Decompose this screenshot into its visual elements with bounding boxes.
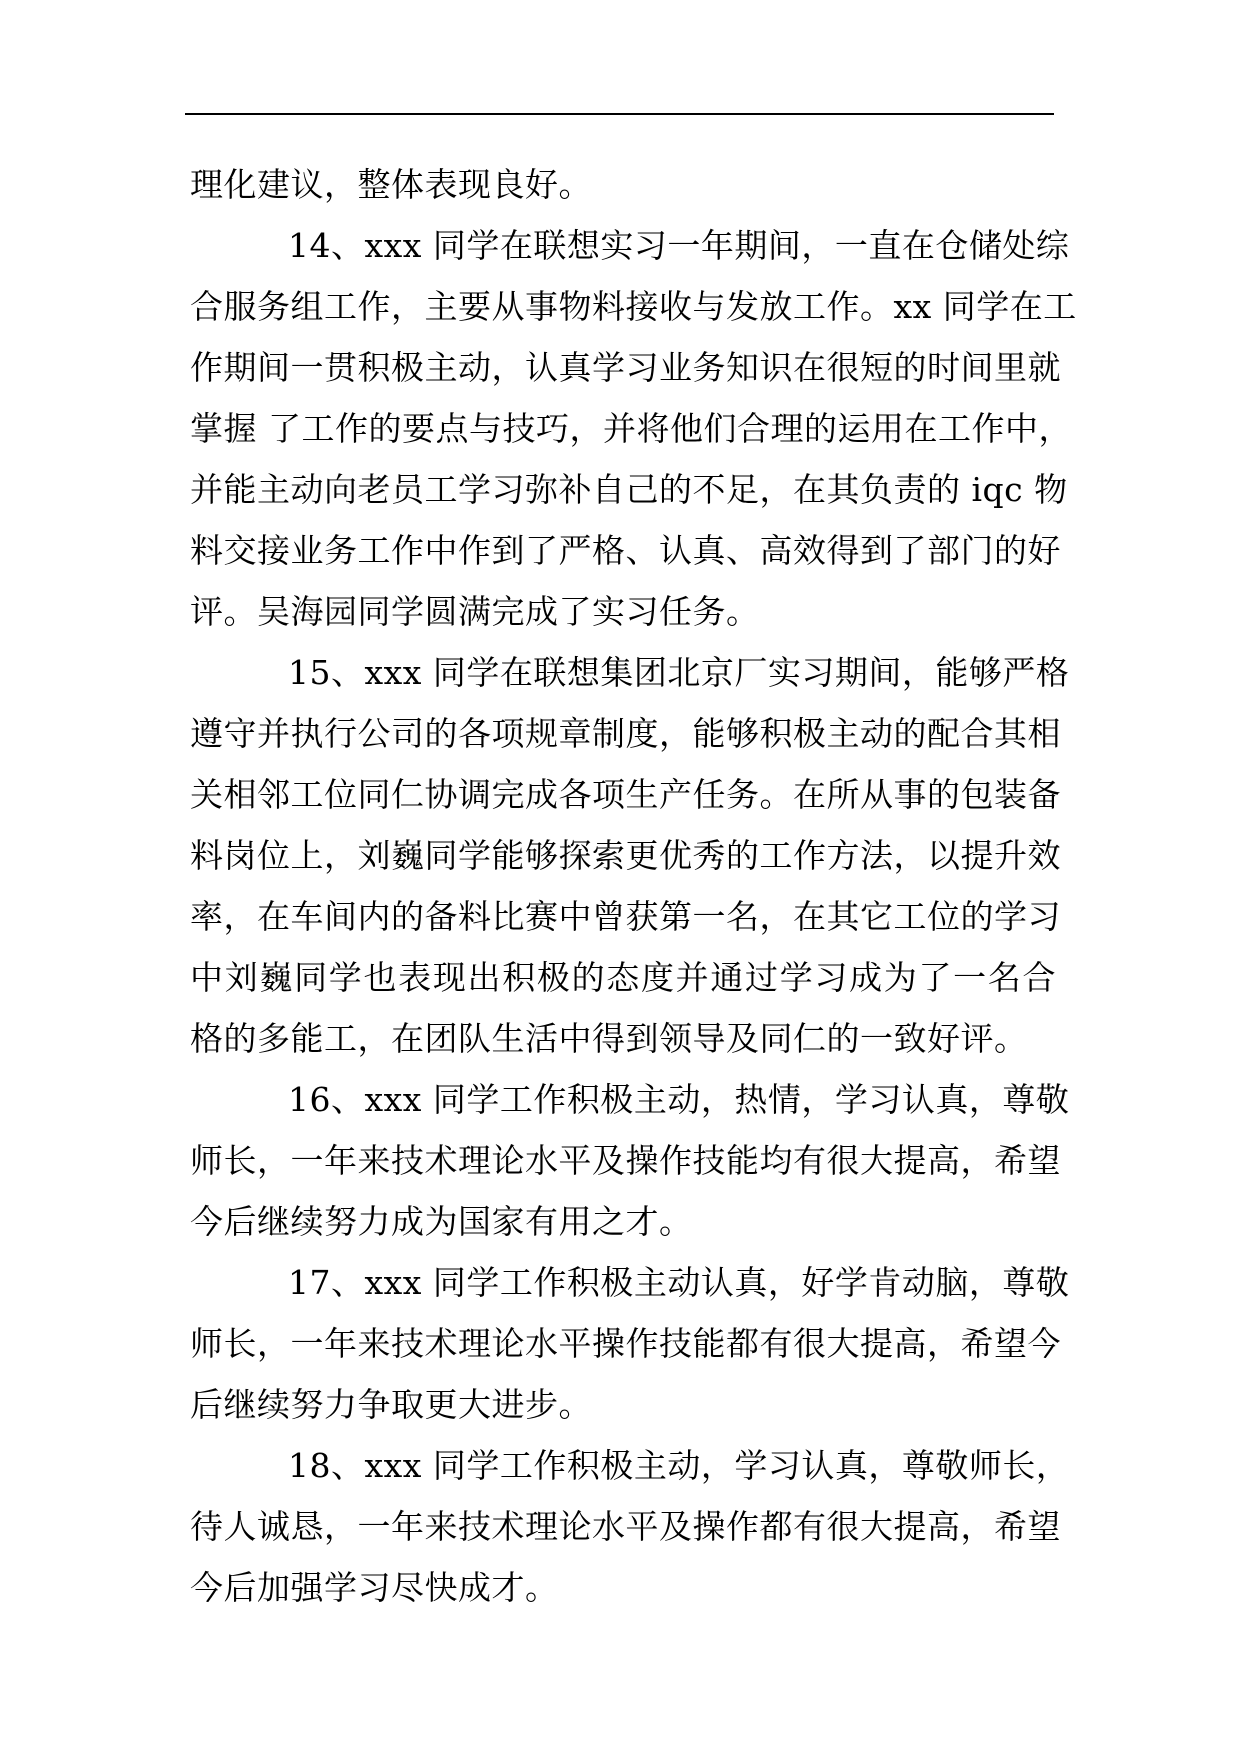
text-line: 关相邻工位同仁协调完成各项生产任务。在所从事的包装备 (190, 775, 1061, 814)
text-line: 并能主动向老员工学习弥补自己的不足，在其负责的 iqc 物 (190, 470, 1068, 509)
text-line: 今后继续努力成为国家有用之才。 (190, 1202, 693, 1241)
text-line: 17、xxx 同学工作积极主动认真，好学肯动脑，尊敬 (288, 1263, 1070, 1302)
paragraph-18 (190, 1435, 1070, 1618)
text-line: 料岗位上，刘巍同学能够探索更优秀的工作方法，以提升效 (190, 836, 1061, 875)
paragraph-continuation (190, 154, 1056, 215)
text-line: 14、xxx 同学在联想实习一年期间，一直在仓储处综 (288, 226, 1070, 265)
text-line: 作期间一贯积极主动，认真学习业务知识在很短的时间里就 (190, 348, 1061, 387)
text-line: 评。吴海园同学圆满完成了实习任务。 (190, 592, 760, 631)
text-line: 遵守并执行公司的各项规章制度，能够积极主动的配合其相 (190, 714, 1061, 753)
text-line: 今后加强学习尽快成才。 (190, 1568, 559, 1607)
text-line: 15、xxx 同学在联想集团北京厂实习期间，能够严格 (288, 653, 1070, 692)
text-line: 中刘巍同学也表现出积极的态度并通过学习成为了一名合 (190, 958, 1056, 997)
paragraph-17 (190, 1252, 1070, 1435)
text-line: 率，在车间内的备料比赛中曾获第一名，在其它工位的学习 (190, 897, 1061, 936)
text-line: 待人诚恳，一年来技术理论水平及操作都有很大提高，希望 (190, 1507, 1061, 1546)
text-line: 16、xxx 同学工作积极主动，热情，学习认真，尊敬 (288, 1080, 1070, 1119)
paragraph-15 (190, 642, 1070, 1069)
text-line: 师长，一年来技术理论水平操作技能都有很大提高，希望今 (190, 1324, 1061, 1363)
text-line: 师长，一年来技术理论水平及操作技能均有很大提高，希望 (190, 1141, 1061, 1180)
header-rule (185, 113, 1054, 115)
paragraph-14 (190, 215, 1077, 642)
text-line: 料交接业务工作中作到了严格、认真、高效得到了部门的好 (190, 531, 1061, 570)
document-body (190, 154, 1077, 1618)
text-line: 后继续努力争取更大进步。 (190, 1385, 592, 1424)
text-line: 格的多能工，在团队生活中得到领导及同仁的一致好评。 (190, 1019, 1028, 1058)
text-line: 合服务组工作，主要从事物料接收与发放工作。xx 同学在工 (190, 287, 1077, 326)
text-line: 18、xxx 同学工作积极主动，学习认真，尊敬师长， (288, 1446, 1070, 1485)
text-line: 理化建议，整体表现良好。 (190, 165, 592, 204)
paragraph-16 (190, 1069, 1070, 1252)
text-line: 掌握 了工作的要点与技巧，并将他们合理的运用在工作中， (190, 409, 1072, 448)
